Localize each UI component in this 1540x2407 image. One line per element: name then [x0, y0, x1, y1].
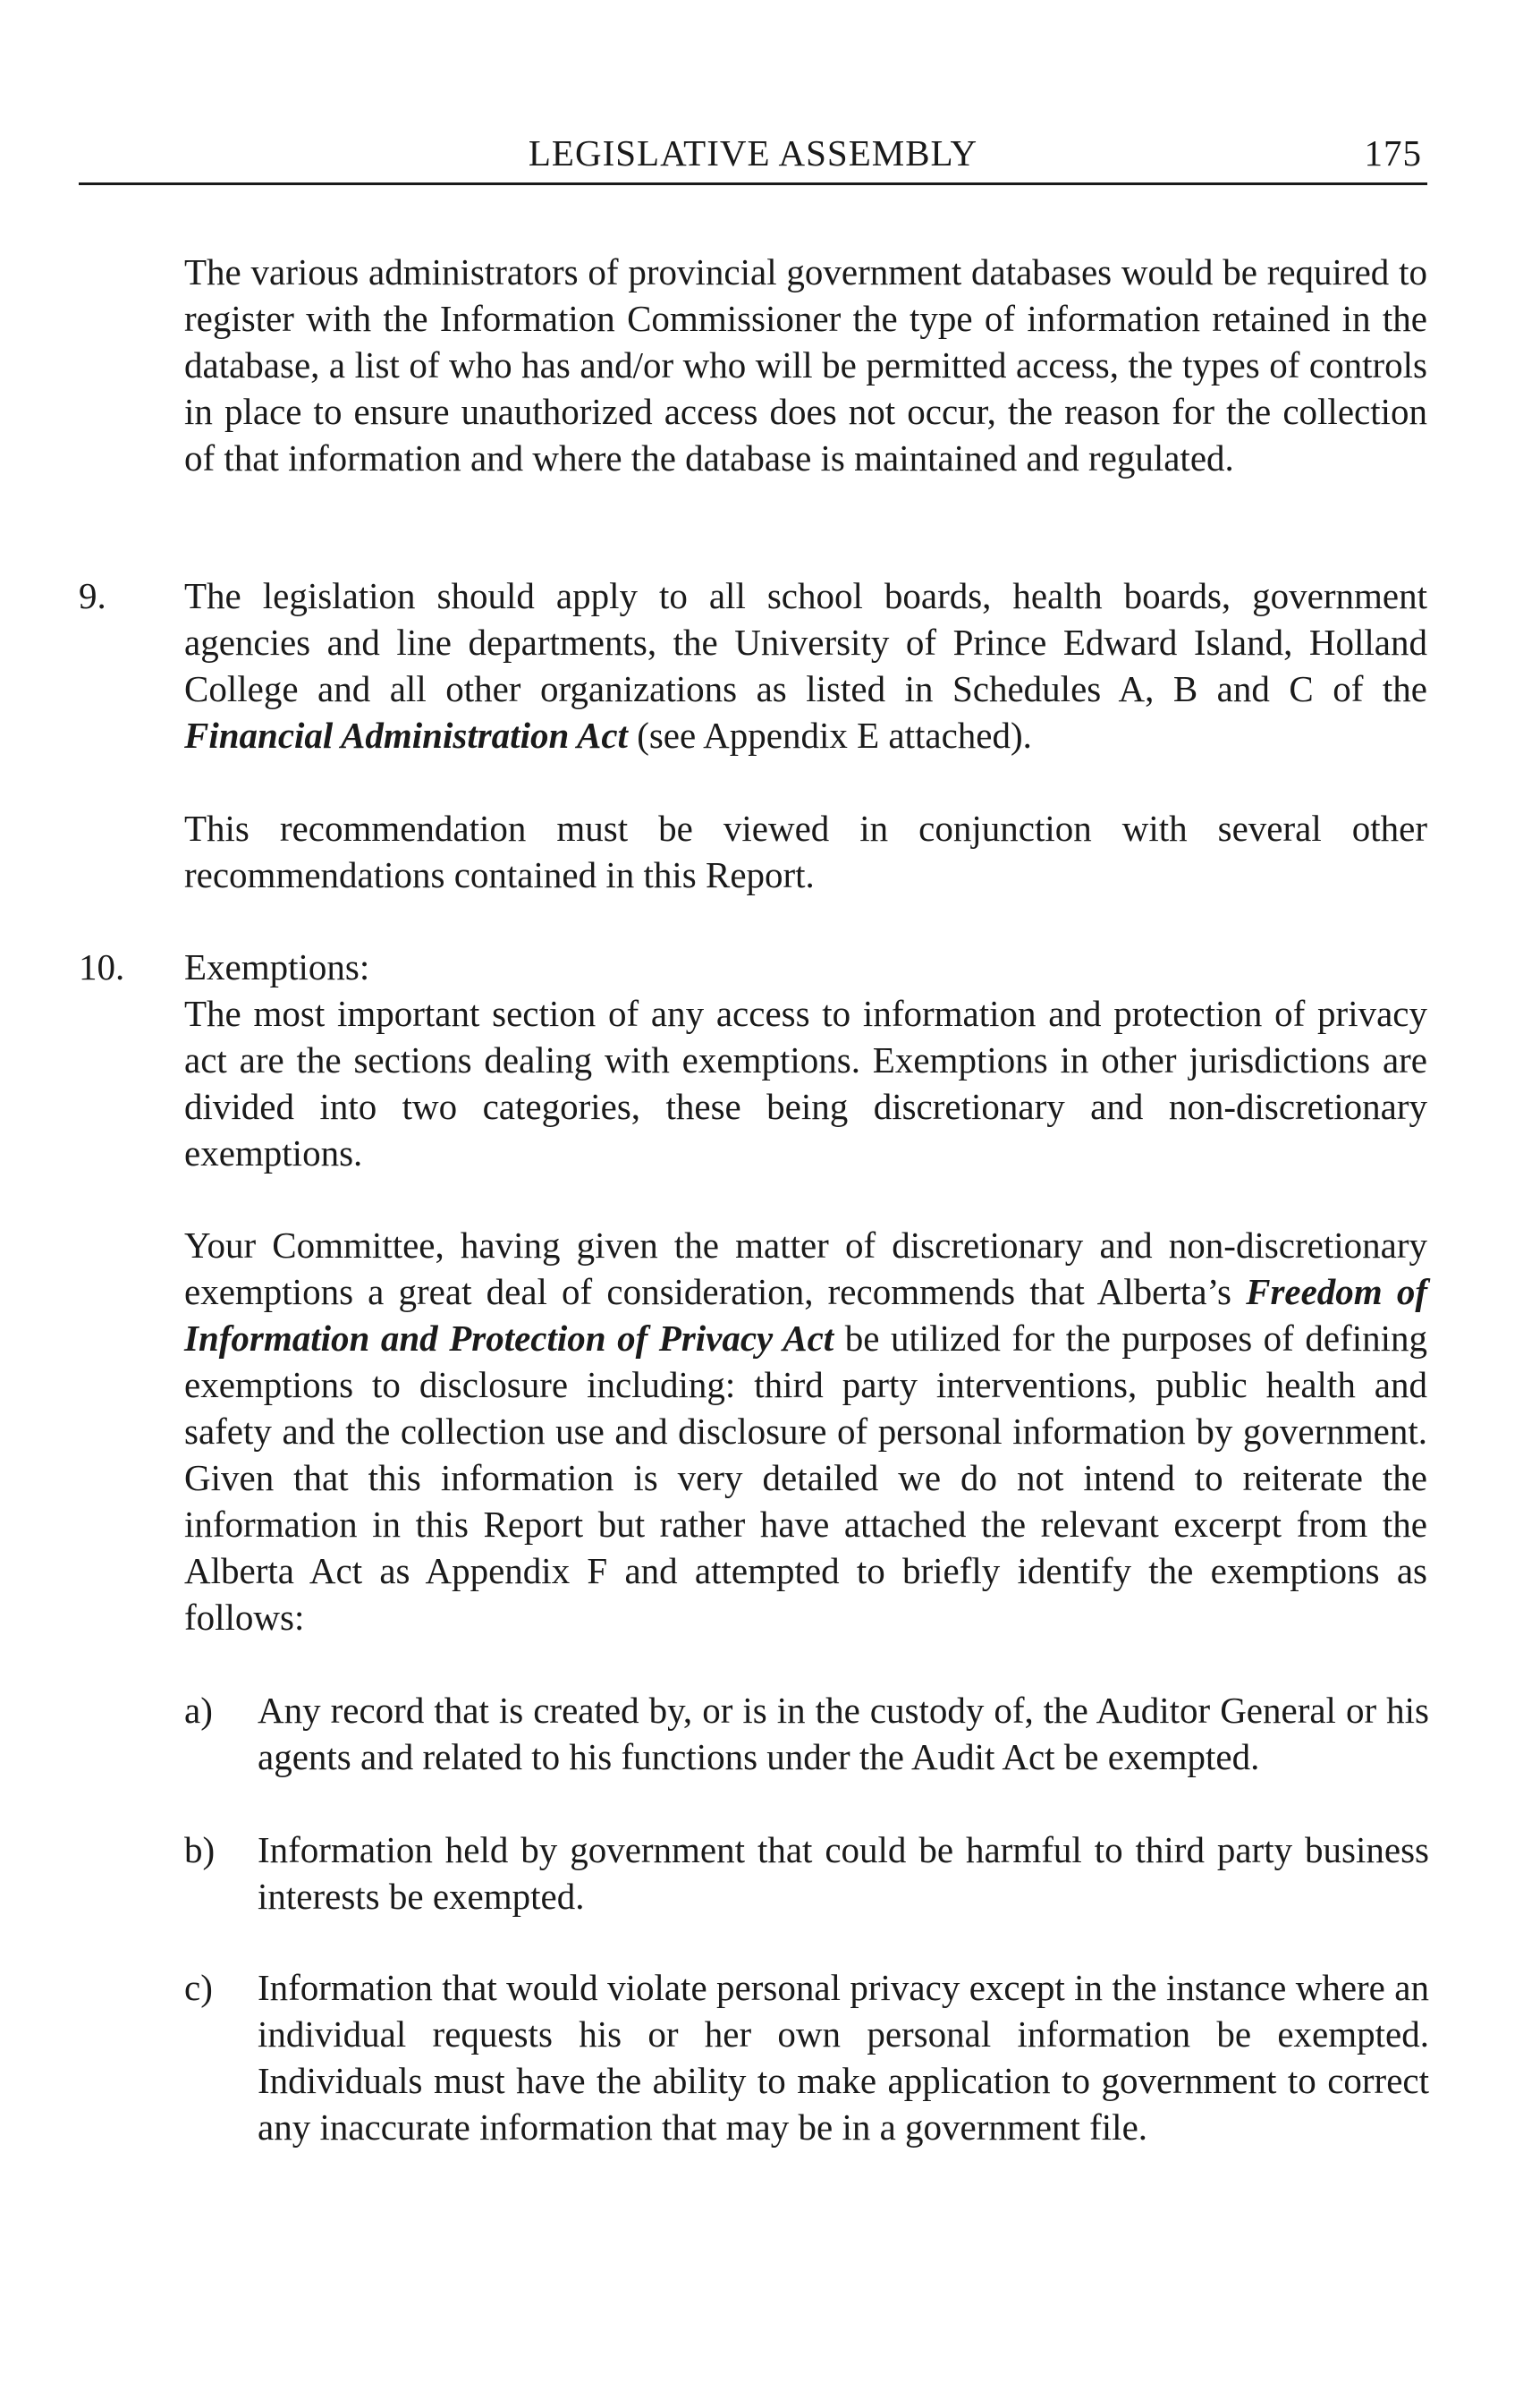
item-9-text-before: The legislation should apply to all school boards, health boards, government agencies and line departments, the University of Prince Edward Island, Holland College and all other organizations as listed in Schedules A, B and C of the — [184, 575, 1427, 709]
subitem-c-text: Information that would violate personal privacy except in the instance where an individual requests his or her own personal information be exempted. Individuals must have the ability to make application to government to correct any inaccurate information that may be in a government file. — [258, 1967, 1429, 2148]
committee-text — [184, 1222, 1427, 1640]
subitem-a-label: a) — [184, 1690, 213, 1731]
committee-paragraph — [184, 1222, 1427, 1640]
financial-administration-act: Financial Administration Act — [184, 715, 628, 756]
subitem-b-text: Information held by government that could be harmful to third party business interests be exempted. — [258, 1829, 1429, 1917]
item-10-number: 10. — [79, 946, 125, 987]
page-header — [79, 131, 1427, 185]
foip-act: Freedom of Information and Protection of Privacy Act — [184, 1271, 1428, 1359]
page-number: 175 — [1364, 132, 1422, 174]
item-9-followup-text: This recommendation must be viewed in conjunction with several other recommendations contained in this Report. — [184, 808, 1427, 895]
intro-text: The various administrators of provincial government databases would be required to register with the Information Commissioner the type of information retained in the database, a list of who has and/or who will be permitted access, the types of controls in place to ensure unauthorized access does not occur, the reason for the collection of that information and where the database is maintained and regulated. — [184, 251, 1427, 479]
intro-paragraph — [184, 249, 1427, 481]
subitem-a-text: Any record that is created by, or is in the custody of, the Auditor General or his agents and related to his functions under the Audit Act be exempted. — [258, 1690, 1429, 1777]
item-10-heading: Exemptions: — [184, 946, 370, 987]
committee-text-before: Your Committee, having given the matter of discretionary and non-discretionary exemptions a great deal of consideration, recommends that Alberta’s — [184, 1225, 1427, 1312]
item-9-number: 9. — [79, 575, 106, 616]
item-9-paragraph — [184, 572, 1427, 759]
subitem-c-label: c) — [184, 1967, 213, 2008]
item-10-text: The most important section of any access to information and protection of privacy act are the sections dealing with exemptions. Exemptions in other jurisdictions are divided into two categories, these being discretionary and non-discretionary exemptions. — [184, 993, 1427, 1174]
item-9-text — [184, 572, 1427, 759]
subitem-b-label: b) — [184, 1829, 216, 1870]
committee-text-after: be utilized for the purposes of defining exemptions to disclosure including: third party interventions, public health and safety and the collection use and disclosure of personal information by government. Given that this information is very detailed we do not intend to reiterate the information in this Report but rather have attached the relevant excerpt from the Alberta Act as Appendix F and attempted to briefly identify the exemptions as follows: — [184, 1318, 1427, 1638]
header-title: LEGISLATIVE ASSEMBLY — [528, 132, 978, 174]
item-10-heading-block — [184, 944, 1427, 1176]
item-9-text-after: (see Appendix E attached). — [627, 715, 1032, 756]
item-9-followup-paragraph — [184, 805, 1427, 898]
